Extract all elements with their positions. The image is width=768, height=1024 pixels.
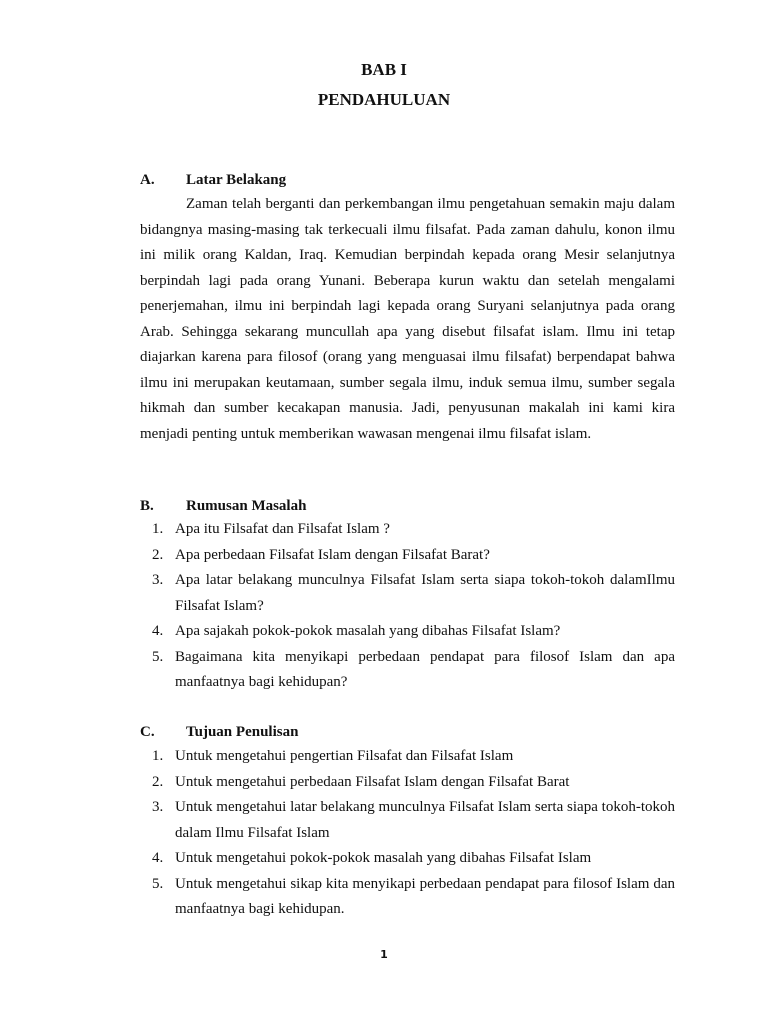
list-item-text: Bagaimana kita menyikapi perbedaan pendapat para filosof Islam dan apa manfaatnya bagi kehidupan?: [175, 648, 675, 690]
list-item: [140, 543, 675, 569]
list-item-text: Untuk mengetahui pokok-pokok masalah yang dibahas Filsafat Islam: [175, 850, 592, 866]
section-b-list: [140, 517, 675, 696]
list-item: [140, 872, 675, 923]
section-c-title: Tujuan Penulisan: [186, 724, 299, 740]
section-b-heading: [140, 496, 306, 516]
list-item: [140, 517, 675, 543]
list-item: [140, 795, 675, 846]
list-item-number: 2.: [152, 773, 164, 790]
list-item-text: Untuk mengetahui latar belakang munculnya Filsafat Islam serta siapa tokoh-tokoh dalam Ilmu Filsafat Islam: [175, 799, 675, 841]
section-c-letter: C.: [140, 724, 155, 740]
section-a-paragraph: Zaman telah berganti dan perkembangan ilmu pengetahuan semakin maju dalam bidangnya masing-masing tak terkecuali ilmu filsafat. Pada zaman dahulu, konon ilmu ini milik orang Kaldan, Iraq. Kemudian berpindah kepada orang Mesir selanjutnya berpindah lagi pada orang Yunani. Beberapa kurun waktu dan setelah mengalami penerjemahan, ilmu ini berpindah lagi kepada orang Suryani selanjutnya pada orang Arab. Sehingga sekarang muncullah apa yang disebut filsafat islam. Ilmu ini tetap diajarkan karena para filosof (orang yang menguasai ilmu filsafat) berpendapat bahwa ilmu ini merupakan keutamaan, sumber segala ilmu, induk semua ilmu, sumber segala hikmah dan sumber kecakapan manusia. Jadi, penyusunan makalah ini kami kira menjadi penting untuk memberikan wawasan mengenai ilmu filsafat islam.: [140, 196, 675, 442]
list-item-number: 4.: [152, 850, 164, 866]
list-item-text: Apa itu Filsafat dan Filsafat Islam ?: [175, 521, 390, 537]
list-item-text: Apa sajakah pokok-pokok masalah yang dibahas Filsafat Islam?: [175, 623, 561, 639]
section-b-title: Rumusan Masalah: [186, 498, 307, 514]
list-item-number: 4.: [152, 623, 164, 639]
section-c-list: [140, 744, 675, 923]
list-item-number: 3.: [152, 799, 164, 815]
list-item-text: Untuk mengetahui sikap kita menyikapi perbedaan pendapat para filosof Islam dan manfaatnya bagi kehidupan.: [175, 875, 675, 917]
chapter-heading: BAB I: [361, 60, 407, 79]
list-item-text: Apa perbedaan Filsafat Islam dengan Filsafat Barat?: [175, 546, 490, 563]
list-item-text: Untuk mengetahui pengertian Filsafat dan Filsafat Islam: [175, 748, 514, 764]
section-b-letter: B.: [140, 498, 154, 514]
list-item-number: 5.: [152, 648, 164, 665]
list-item: [140, 744, 675, 770]
list-item-number: 2.: [152, 546, 164, 563]
list-item-number: 5.: [152, 875, 164, 892]
section-a-heading: [140, 170, 286, 190]
list-item: [140, 846, 675, 872]
list-item-number: 3.: [152, 572, 164, 588]
list-item-number: 1.: [152, 521, 164, 537]
page-number: 1: [380, 948, 388, 961]
section-c-heading: [140, 722, 298, 742]
chapter-title: PENDAHULUAN: [317, 90, 451, 109]
list-item-number: 1.: [152, 748, 164, 764]
list-item: [140, 568, 675, 619]
list-item: [140, 619, 675, 645]
list-item-text: Apa latar belakang munculnya Filsafat Islam serta siapa tokoh-tokoh dalamIlmu Filsafat Islam?: [175, 572, 675, 614]
section-a-letter: A.: [140, 172, 155, 188]
list-item: [140, 645, 675, 696]
list-item-text: Untuk mengetahui perbedaan Filsafat Islam dengan Filsafat Barat: [175, 773, 570, 790]
section-a-title: Latar Belakang: [186, 172, 287, 188]
list-item: [140, 770, 675, 796]
